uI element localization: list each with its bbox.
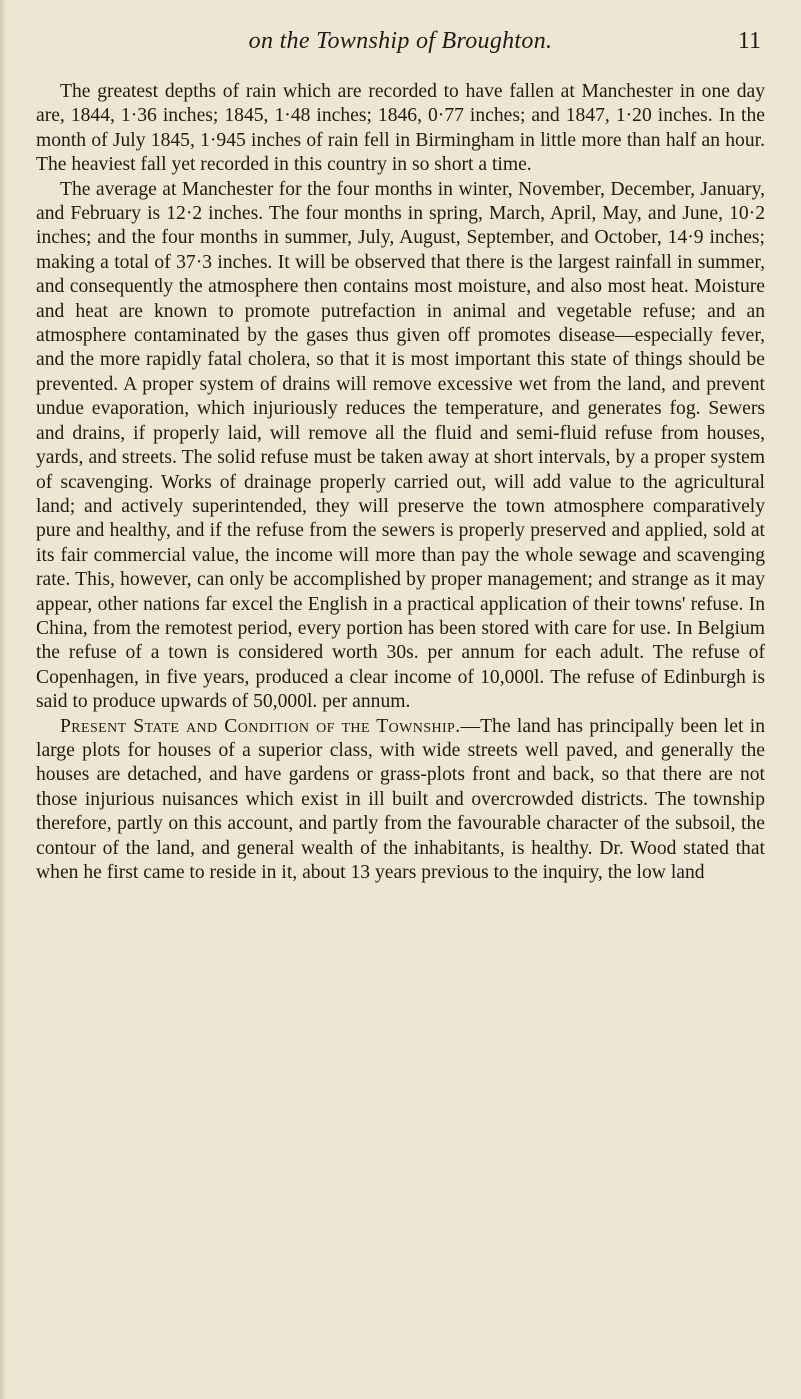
paragraph-rainfall-depths: The greatest depths of rain which are recorded to have fallen at Manchester in one day are, 1844, 1·36 inches; 1845, 1·48 inches; 1846, 0·77 inches; and 1847, 1·20 inches. In the month of July 1845, 1·945 inches of rain fell in Birmingham in little more than half an hour. The heaviest fall yet recorded in this country in so short a time. bbox=[36, 81, 765, 176]
page-number: 11 bbox=[737, 28, 761, 54]
paragraph-present-state-text: —The land has principally been let in large plots for houses of a superior class, with wide streets well paved, and generally the houses are detached, and have gardens or grass-plots front and back, so that there are not those injurious nuisances which exist in ill built and overcrowded districts. The township therefore, partly on this account, and partly from the favourable character of the subsoil, the contour of the land, and general wealth of the inhabitants, is healthy. Dr. Wood stated that when he first came to reside in it, about 13 years previous to the inquiry, the low land bbox=[36, 715, 765, 883]
running-head bbox=[36, 28, 765, 62]
section-heading: Present State and Condition of the Township. bbox=[60, 715, 461, 737]
running-title: on the Township of Broughton. bbox=[248, 28, 553, 54]
paragraph-present-state bbox=[36, 715, 765, 886]
paragraph-seasonal-average: The average at Manchester for the four months in winter, November, December, January, and February is 12·2 inches. The four months in spring, March, April, May, and June, 10·2 inches; and the four months in summer, July, August, September, and October, 14·9 inches; making a total of 37·3 inches. It will be observed that there is the largest rainfall in summer, and consequently the atmosphere then contains most moisture, and also most heat. Moisture and heat are known to promote putrefaction in animal and vegetable refuse; and an atmosphere contaminated by the gases thus given off promotes disease—especially fever, and the more rapidly fatal cholera, so that it is most important this state of things should be prevented. A proper system of drains will remove excessive wet from the land, and prevent undue evaporation, which injuriously reduces the temperature, and generates fog. Sewers and drains, if properly laid, will remove all the fluid and semi-fluid refuse from houses, yards, and streets. The solid refuse must be taken away at short intervals, by a proper system of scavenging. Works of drainage properly carried out, will add value to the agricultural land; and actively superintended, they will preserve the town atmosphere comparatively pure and healthy, and if the refuse from the sewers is properly preserved and applied, sold at its fair commercial value, the income will more than pay the whole sewage and scavenging rate. This, however, can only be accomplished by proper management; and strange as it may appear, other nations far excel the English in a practical application of their towns' refuse. In China, from the remotest period, every portion has been stored with care for use. In Belgium the refuse of a town is considered worth 30s. per annum for each adult. The refuse of Copenhagen, in five years, produced a clear income of 10,000l. The refuse of Edinburgh is said to produce upwards of 50,000l. per annum. bbox=[36, 178, 765, 713]
binding-edge bbox=[0, 0, 6, 1399]
